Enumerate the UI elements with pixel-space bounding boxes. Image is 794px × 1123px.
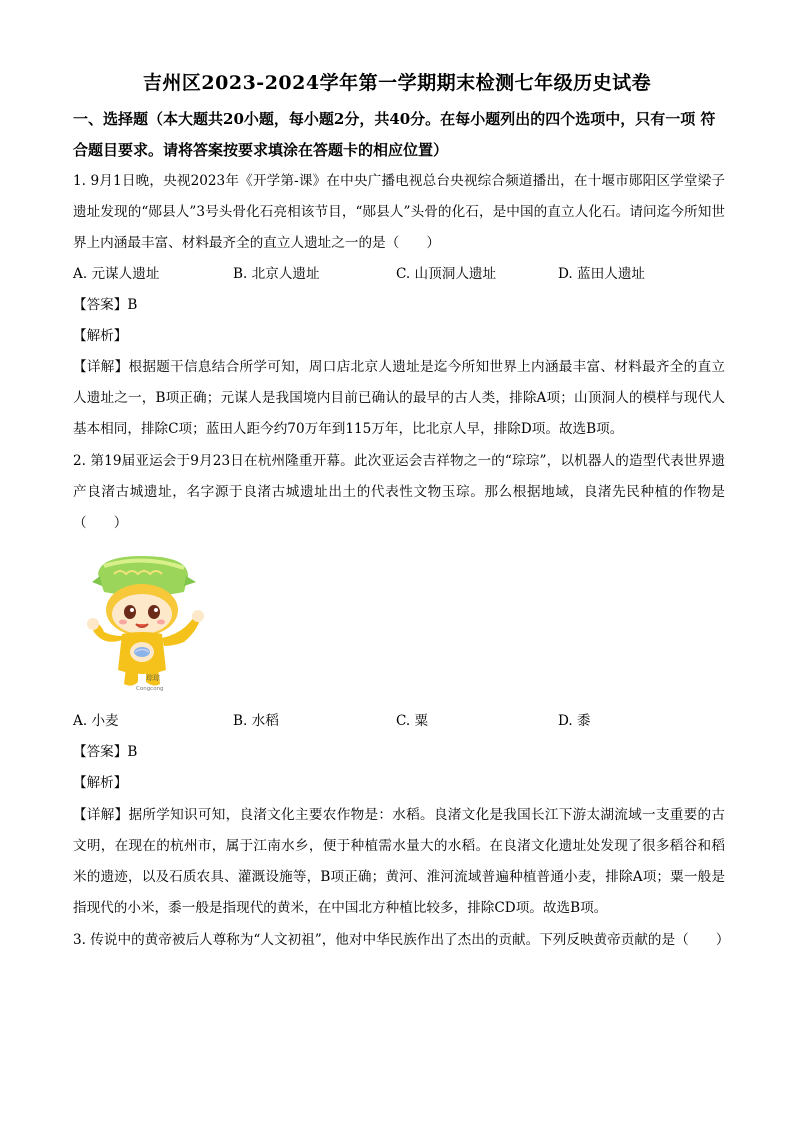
q2-option-d[interactable]: D. 黍 — [558, 713, 591, 729]
congcong-mascot-image — [80, 552, 210, 694]
q1-answer: 【答案】B — [73, 297, 138, 313]
q2-option-b[interactable]: B. 水稻 — [233, 713, 279, 729]
q2-detail: 【详解】据所学知识可知，良渚文化主要农作物是：水稻。良渚文化是我国长江下游太湖流域一支重要的古文明，在现在的杭州市，属于江南水乡，便于种植需水量大的水稻。在良渚文化遗址处发现了很多稻谷和稻米的遗迹，以及石质农具、灌溉设施等，B项正确；黄河、淮河流域普遍种植普通小麦，排除A项；粟一般是指现代的小米，黍一般是指现代的黄米，在中国北方种植比较多，排除CD项。故选B项。 — [73, 807, 725, 916]
q2-answer: 【答案】B — [73, 744, 138, 760]
q2-analysis-label: 【解析】 — [73, 775, 128, 791]
mascot-caption-en: Congcong — [136, 686, 164, 692]
question-1-options — [73, 259, 725, 290]
q1-option-b[interactable]: B. 北京人遗址 — [233, 266, 320, 282]
question-3-stem: 3. 传说中的黄帝被后人尊称为“人文初祖”，他对中华民族作出了杰出的贡献。下列反映黄帝贡献的是（ ） — [73, 932, 730, 948]
q1-option-a[interactable]: A. 元谋人遗址 — [73, 266, 160, 282]
question-1-stem: 1. 9月1日晚，央视2023年《开学第-课》在中央广播电视总台央视综合频道播出，在十堰市郧阳区学堂梁子遗址发现的“郧县人”3号头骨化石亮相该节目，“郧县人”头骨的化石，是中国的直立人化石。请问迄今所知世界上内涵最丰富、材料最齐全的直立人遗址之一的是（ ） — [73, 173, 725, 251]
q1-option-c[interactable]: C. 山顶洞人遗址 — [396, 266, 497, 282]
q2-option-c[interactable]: C. 粟 — [396, 713, 429, 729]
section-heading: 一、选择题（本大题共20小题，每小题2分，共40分。在每小题列出的四个选项中，只有一项 符合题目要求。请将答案按要求填涂在答题卡的相应位置） — [73, 110, 716, 159]
question-2-options — [73, 706, 725, 737]
q2-option-a[interactable]: A. 小麦 — [73, 713, 119, 729]
question-2-stem: 2. 第19届亚运会于9月23日在杭州隆重开幕。此次亚运会吉祥物之一的“琮琮”，以机器人的造型代表世界遗产良渚古城遗址，名字源于良渚古城遗址出土的代表性文物玉琮。那么根据地域，良渚先民种植的作物是（ ） — [73, 453, 725, 531]
mascot-caption-cn: 琮琮 — [146, 674, 160, 682]
page-title: 吉州区2023-2024学年第一学期期末检测七年级历史试卷 — [142, 72, 652, 94]
q1-analysis-label: 【解析】 — [73, 328, 128, 344]
q1-option-d[interactable]: D. 蓝田人遗址 — [558, 266, 646, 282]
q1-detail: 【详解】根据题干信息结合所学可知，周口店北京人遗址是迄今所知世界上内涵最丰富、材料最齐全的直立人遗址之一，B项正确；元谋人是我国境内目前已确认的最早的古人类，排除A项；山顶洞人的模样与现代人基本相同，排除C项；蓝田人距今约70万年到115万年，比北京人早，排除D项。故选B项。 — [73, 359, 725, 437]
